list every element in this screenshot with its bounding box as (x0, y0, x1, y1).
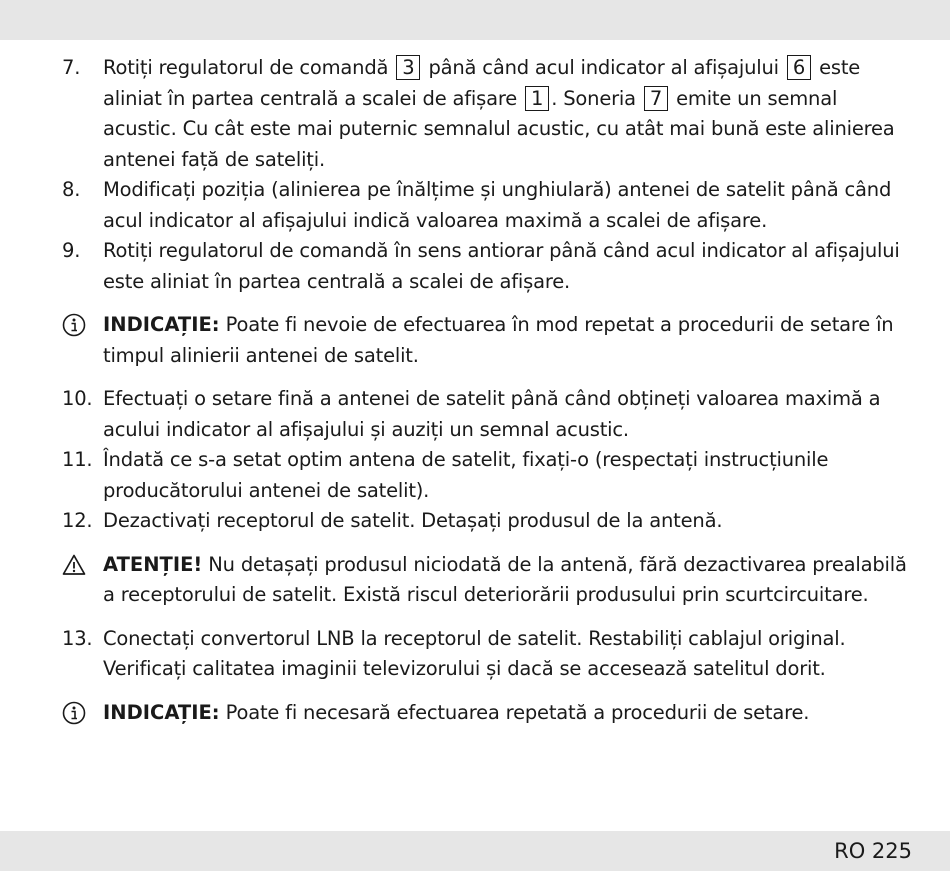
page-number: RO 225 (834, 839, 912, 863)
note-text: Poate fi necesară efectuarea repetată a procedurii de setare. (225, 700, 810, 724)
info-icon (62, 313, 86, 337)
step-text: emite un semnal acustic. Cu cât este mai puternic semnalul acustic, cu atât mai bună este alinierea antenei față de sateliți. (103, 86, 895, 171)
step-8 (62, 175, 912, 236)
step-text: Conectați convertorul LNB la receptorul de satelit. Restabiliți cablajul original. Verificați calitatea imaginii televizorului și dacă se accesează satelitul dorit. (103, 626, 846, 680)
step-text: este aliniat în partea centrală a scalei de afișare (103, 56, 861, 110)
step-text: Efectuați o setare fină a antenei de satelit până când obțineți valoarea maximă a acului indicator al afișajului și auziți un semnal acustic. (103, 387, 881, 441)
step-text: Rotiți regulatorul de comandă în sens antiorar până când acul indicator al afișajului este aliniat în partea centrală a scalei de afișare. (103, 239, 900, 293)
step-text: Modificați poziția (alinierea pe înălțime și unghiulară) antenei de satelit până când acul indicator al afișajului indică valoarea maximă a scalei de afișare. (103, 178, 892, 232)
step-text: Îndată ce s-a setat optim antena de satelit, fixați-o (respectați instrucțiunile producătorului antenei de satelit). (103, 448, 829, 502)
instructions-body (62, 53, 912, 741)
warning-text: Nu detașați produsul niciodată de la antenă, fără dezactivarea prealabilă a receptorului de satelit. Există riscul deteriorării produsului prin scurtcircuitare. (103, 552, 907, 606)
part-ref-box: 6 (787, 55, 811, 80)
step-number: 12. (62, 509, 93, 532)
step-9 (62, 236, 912, 297)
step-number: 11. (62, 448, 93, 471)
note-label: INDICAȚIE: (103, 313, 220, 336)
part-ref-box: 1 (525, 86, 549, 111)
step-11 (62, 445, 912, 506)
step-text: până când acul indicator al afișajului (428, 56, 779, 79)
step-number: 9. (62, 239, 81, 262)
step-number: 8. (62, 178, 81, 201)
warning-icon (62, 553, 86, 577)
step-number: 10. (62, 387, 93, 410)
step-text: Dezactivați receptorul de satelit. Detașați produsul de la antenă. (103, 509, 723, 532)
note-indicatie-1 (62, 310, 912, 371)
step-13 (62, 624, 912, 685)
note-label: INDICAȚIE: (103, 700, 220, 724)
step-number: 7. (62, 56, 81, 79)
step-number: 13. (62, 626, 93, 650)
part-ref-box: 7 (644, 86, 668, 111)
part-ref-box: 3 (396, 55, 420, 80)
note-text: Poate fi nevoie de efectuarea în mod repetat a procedurii de setare în timpul alinierii antenei de satelit. (103, 313, 894, 367)
step-10 (62, 384, 912, 445)
step-text: Rotiți regulatorul de comandă (103, 56, 389, 79)
step-7 (62, 53, 912, 175)
info-icon (62, 701, 86, 725)
step-text: . Soneria (551, 86, 636, 110)
note-indicatie-2 (62, 698, 912, 729)
step-12 (62, 506, 912, 537)
warning-label: ATENȚIE! (103, 552, 203, 576)
header-band (0, 0, 950, 40)
warning-atentie (62, 550, 912, 611)
footer-band (0, 831, 950, 871)
